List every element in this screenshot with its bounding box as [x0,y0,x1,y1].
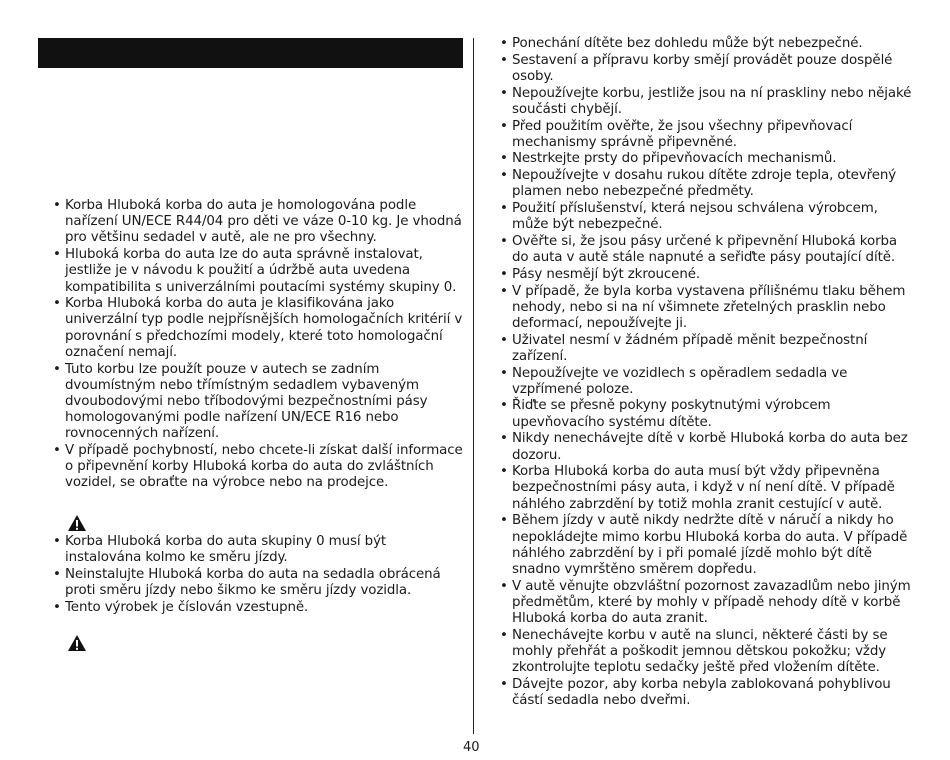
list-item: • Během jízdy v autě nikdy nedržte dítě v náručí a nikdy ho nepokládejte mimo korbu Hluboká korba do auta. V případě náhlého zabrzdění by i při pomalé jízdě mohlo být dítě snadno vymrštěno směrem dopředu. [500,513,912,578]
left-column-intro [53,198,465,492]
list-item: • Sestavení a přípravu korby smějí provádět pouze dospělé osoby. [500,53,912,85]
warning-list [53,534,465,616]
intro-list [53,198,465,492]
list-item: • Ponechání dítěte bez dohledu může být nebezpečné. [500,36,912,52]
list-item: • Hluboká korba do auta lze do auta správně instalovat, jestliže je v návodu k použití a údržbě auta uvedena kompatibilita s univerzálními poutacími systémy skupiny 0. [53,247,465,296]
list-item: • Nenechávejte korbu v autě na slunci, některé části by se mohly přehřát a poškodit jemnou dětskou pokožku; vždy zkontrolujte teplotu sedačky ještě před vložením dítěte. [500,628,912,677]
list-item: • Korba Hluboká korba do auta je klasifikována jako univerzální typ podle nejpřísnějších homologačních kritérií v porovnání s předchozími modely, které toto homologační označení nemají. [53,296,465,361]
list-item: • Nepoužívejte v dosahu rukou dítěte zdroje tepla, otevřený plamen nebo nebezpečné předměty. [500,168,912,200]
list-item: • Použití příslušenství, která nejsou schválena výrobcem, může být nebezpečné. [500,201,912,233]
list-item: • V případě pochybností, nebo chcete-li získat další informace o připevnění korby Hluboká korba do auta do zvláštních vozidel, se obraťte na výrobce nebo na prodejce. [53,443,465,492]
list-item: • Korba Hluboká korba do auta je homologována podle nařízení UN/ECE R44/04 pro děti ve váze 0-10 kg. Je vhodná pro většinu sedadel v autě, ale ne pro všechny. [53,198,465,247]
list-item: • Pásy nesmějí být zkroucené. [500,267,912,283]
list-item: • Tuto korbu lze použít pouze v autech se zadním dvoumístným nebo třímístným sedadlem vybaveným dvoubodovými nebo tříbodovými bezpečnostními pásy homologovanými podle nařízení UN/ECE R16 nebo rovnocenných nařízení. [53,362,465,443]
warning-icon [67,634,87,652]
list-item: • V autě věnujte obzvláštní pozornost zavazadlům nebo jiným předmětům, které by mohly v případě nehody dítě v korbě Hluboká korba do auta zranit. [500,579,912,628]
page-number: 40 [463,740,480,755]
right-column [500,36,912,710]
warning-icon [67,514,87,532]
list-item: • Korba Hluboká korba do auta skupiny 0 musí být instalována kolmo ke směru jízdy. [53,534,465,566]
list-item: • Nepoužívejte korbu, jestliže jsou na ní praskliny nebo nějaké součásti chybějí. [500,86,912,118]
section-header-bar [38,38,463,68]
list-item: • Tento výrobek je číslován vzestupně. [53,600,465,616]
list-item: • Korba Hluboká korba do auta musí být vždy připevněna bezpečnostními pásy auta, i když v ní není dítě. V případě náhlého zabrzdění by totiž mohla zranit cestující v autě. [500,464,912,513]
list-item: • Před použitím ověřte, že jsou všechny připevňovací mechanismy správně připevněné. [500,119,912,151]
list-item: • Nepoužívejte ve vozidlech s opěradlem sedadla ve vzpřímené poloze. [500,366,912,398]
left-column-warnings [53,534,465,617]
list-item: • Dávejte pozor, aby korba nebyla zablokovaná pohyblivou částí sedadla nebo dveřmi. [500,677,912,709]
list-item: • Uživatel nesmí v žádném případě měnit bezpečnostní zařízení. [500,333,912,365]
list-item: • Ověřte si, že jsou pásy určené k připevnění Hluboká korba do auta v autě stále napnuté a seřiďte pásy poutající dítě. [500,234,912,266]
column-divider [473,38,474,734]
list-item: • V případě, že byla korba vystavena přílišnému tlaku během nehody, nebo si na ní všimnete zřetelných prasklin nebo deformací, nepoužívejte ji. [500,284,912,333]
safety-list [500,36,912,709]
list-item: • Neinstalujte Hluboká korba do auta na sedadla obrácená proti směru jízdy nebo šikmo ke směru jízdy vozidla. [53,567,465,599]
list-item: • Nestrkejte prsty do připevňovacích mechanismů. [500,151,912,167]
list-item: • Nikdy nenechávejte dítě v korbě Hluboká korba do auta bez dozoru. [500,431,912,463]
list-item: • Řiďte se přesně pokyny poskytnutými výrobcem upevňovacího systému dítěte. [500,398,912,430]
